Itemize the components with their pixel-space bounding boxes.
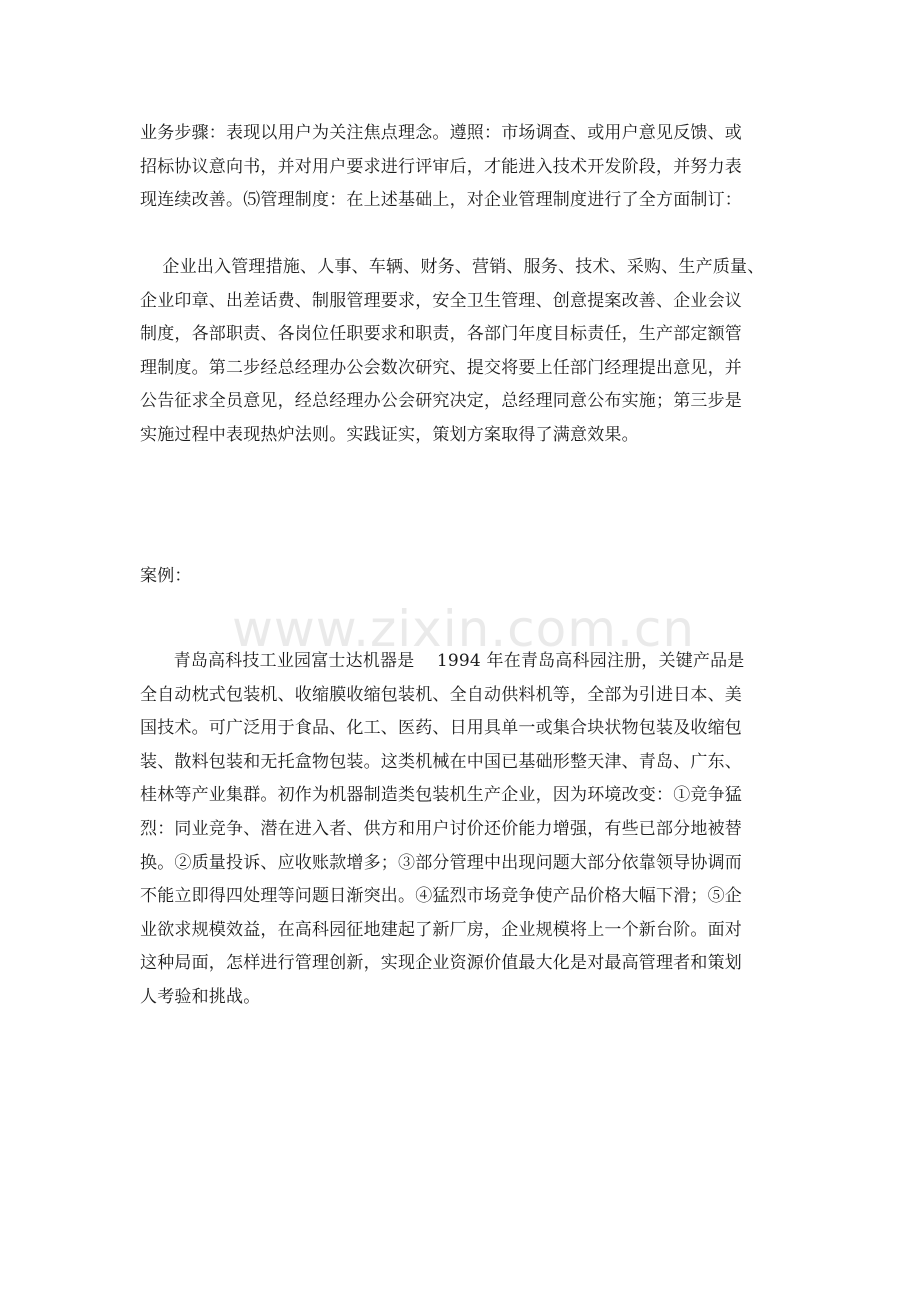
- text-line: 这种局面，怎样进行管理创新，实现企业资源价值最大化是对最高管理者和策划: [140, 953, 742, 974]
- text-line: 不能立即得四处理等问题日渐突出。④猛烈市场竞争使产品价格大幅下滑；⑤企: [140, 886, 742, 907]
- case-heading: 案例：: [140, 566, 192, 586]
- text-line: 国技术。可广泛用于食品、化工、医药、日用具单一或集合块状物包装及收缩包: [140, 718, 742, 739]
- text-line: 实施过程中表现热炉法则。实践证实，策划方案取得了满意效果。: [140, 424, 639, 445]
- text-line: 制度，各部职责、各岗位任职要求和职责，各部门年度目标责任，生产部定额管: [140, 324, 742, 345]
- paragraph-management-system: [140, 251, 780, 453]
- text-line: 装、散料包装和无托盒物包装。这类机械在中国已基础形整天津、青岛、广东、: [140, 751, 742, 772]
- text-line: 全自动枕式包装机、收缩膜收缩包装机、全自动供料机等，全部为引进日本、美: [140, 684, 742, 705]
- text-line: 人考验和挑战。: [140, 986, 261, 1007]
- text-line: 青岛高科技工业园富士达机器是 1994 年在青岛高科园注册，关键产品是: [140, 651, 745, 671]
- paragraph-case-study: [140, 645, 780, 1015]
- text-line: 企业出入管理措施、人事、车辆、财务、营销、服务、技术、采购、生产质量、: [140, 257, 765, 277]
- watermark-text: www.zixin.com.cn: [232, 600, 696, 658]
- text-line: 现连续改善。⑸管理制度：在上述基础上，对企业管理制度进行了全方面制订：: [140, 190, 742, 211]
- text-line: 企业印章、出差话费、制服管理要求，安全卫生管理、创意提案改善、企业会议: [140, 290, 742, 311]
- text-line: 业务步骤：表现以用户为关注焦点理念。遵照：市场调查、或用户意见反馈、或: [140, 123, 742, 143]
- text-line: 理制度。第二步经总经理办公会数次研究、提交将要上任部门经理提出意见，并: [140, 357, 742, 378]
- text-line: 公告征求全员意见，经总经理办公会研究决定，总经理同意公布实施；第三步是: [140, 391, 742, 412]
- text-line: 桂林等产业集群。初作为机器制造类包装机生产企业，因为环境改变：①竞争猛: [140, 785, 742, 806]
- paragraph-business-steps: [140, 117, 780, 218]
- text-line: 换。②质量投诉、应收账款增多；③部分管理中出现问题大部分依靠领导协调而: [140, 852, 742, 873]
- text-line: 烈：同业竞争、潜在进入者、供方和用户讨价还价能力增强，有些已部分地被替: [140, 818, 742, 839]
- text-line: 招标协议意向书，并对用户要求进行评审后，才能进入技术开发阶段，并努力表: [140, 156, 742, 177]
- text-line: 业欲求规模效益，在高科园征地建起了新厂房，企业规模将上一个新台阶。面对: [140, 919, 742, 940]
